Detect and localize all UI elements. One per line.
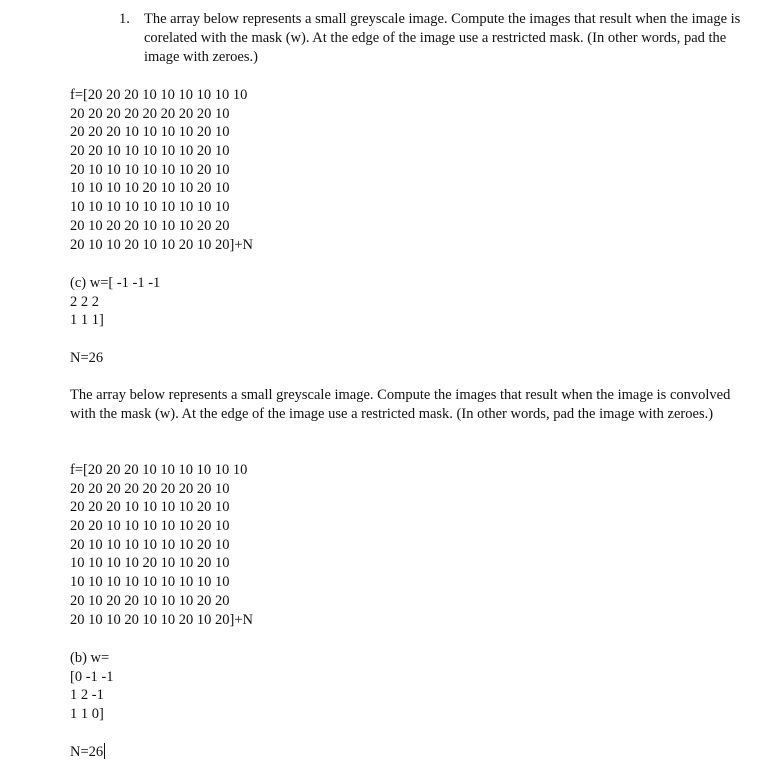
question-2-mask [70,649,114,724]
matrix-line: f=[20 20 20 10 10 10 10 10 10 [70,87,248,103]
mask-line: [0 -1 -1 [70,668,114,685]
matrix-line: 10 10 10 10 20 10 10 20 10 [70,555,230,572]
matrix-line: 20 20 20 10 10 10 10 20 10 [70,499,230,516]
question-1-n-value [70,349,103,368]
matrix-line: f=[20 20 20 10 10 10 10 10 10 [70,462,248,478]
mask-line: 2 2 2 [70,293,99,310]
mask-line: 1 1 0] [70,706,104,723]
question-2-matrix [70,461,253,629]
matrix-line: 20 10 20 20 10 10 10 20 20 [70,217,230,234]
matrix-line: 20 10 10 10 10 10 10 20 10 [70,536,230,553]
matrix-line: 10 10 10 10 10 10 10 10 10 [70,199,230,216]
matrix-line: 20 20 20 10 10 10 10 20 10 [70,124,230,141]
question-1-matrix [70,86,253,254]
mask-line: (c) w=[ -1 -1 -1 [70,275,161,291]
mask-line: 1 2 -1 [70,687,104,704]
mask-line: 1 1 1] [70,312,104,329]
matrix-line: 10 10 10 10 20 10 10 20 10 [70,180,230,197]
text-cursor [104,743,105,759]
matrix-line: 20 10 10 20 10 10 20 10 20]+N [70,611,253,628]
question-number: 1. [119,11,130,27]
matrix-line: 20 20 10 10 10 10 10 20 10 [70,518,230,535]
question-1-paragraph [119,10,764,67]
matrix-line: 20 20 10 10 10 10 10 20 10 [70,143,230,160]
matrix-line: 20 20 20 20 20 20 20 20 10 [70,105,230,122]
question-1-mask [70,274,160,330]
matrix-line: 10 10 10 10 10 10 10 10 10 [70,574,230,591]
mask-line: (b) w= [70,650,110,666]
question-2-text: The array below represents a small greyscale image. Compute the images that result when the image is convolved with the mask (w). At the edge of the image use a restricted mask. (In other words, pad the image with zeroes.) [70,387,731,422]
matrix-line: 20 10 10 20 10 10 20 10 20]+N [70,236,253,253]
question-1-text: The array below represents a small greyscale image. Compute the images that result when the image is corelated with the mask (w). At the edge of the image use a restricted mask. (In other words, pad the image with zeroes.) [144,11,741,65]
n-value: N=26 [70,744,104,760]
matrix-line: 20 20 20 20 20 20 20 20 10 [70,480,230,497]
n-value: N=26 [70,350,104,366]
matrix-line: 20 10 10 10 10 10 10 20 10 [70,161,230,178]
question-2-n-value[interactable] [70,743,105,762]
matrix-line: 20 10 20 20 10 10 10 20 20 [70,592,230,609]
